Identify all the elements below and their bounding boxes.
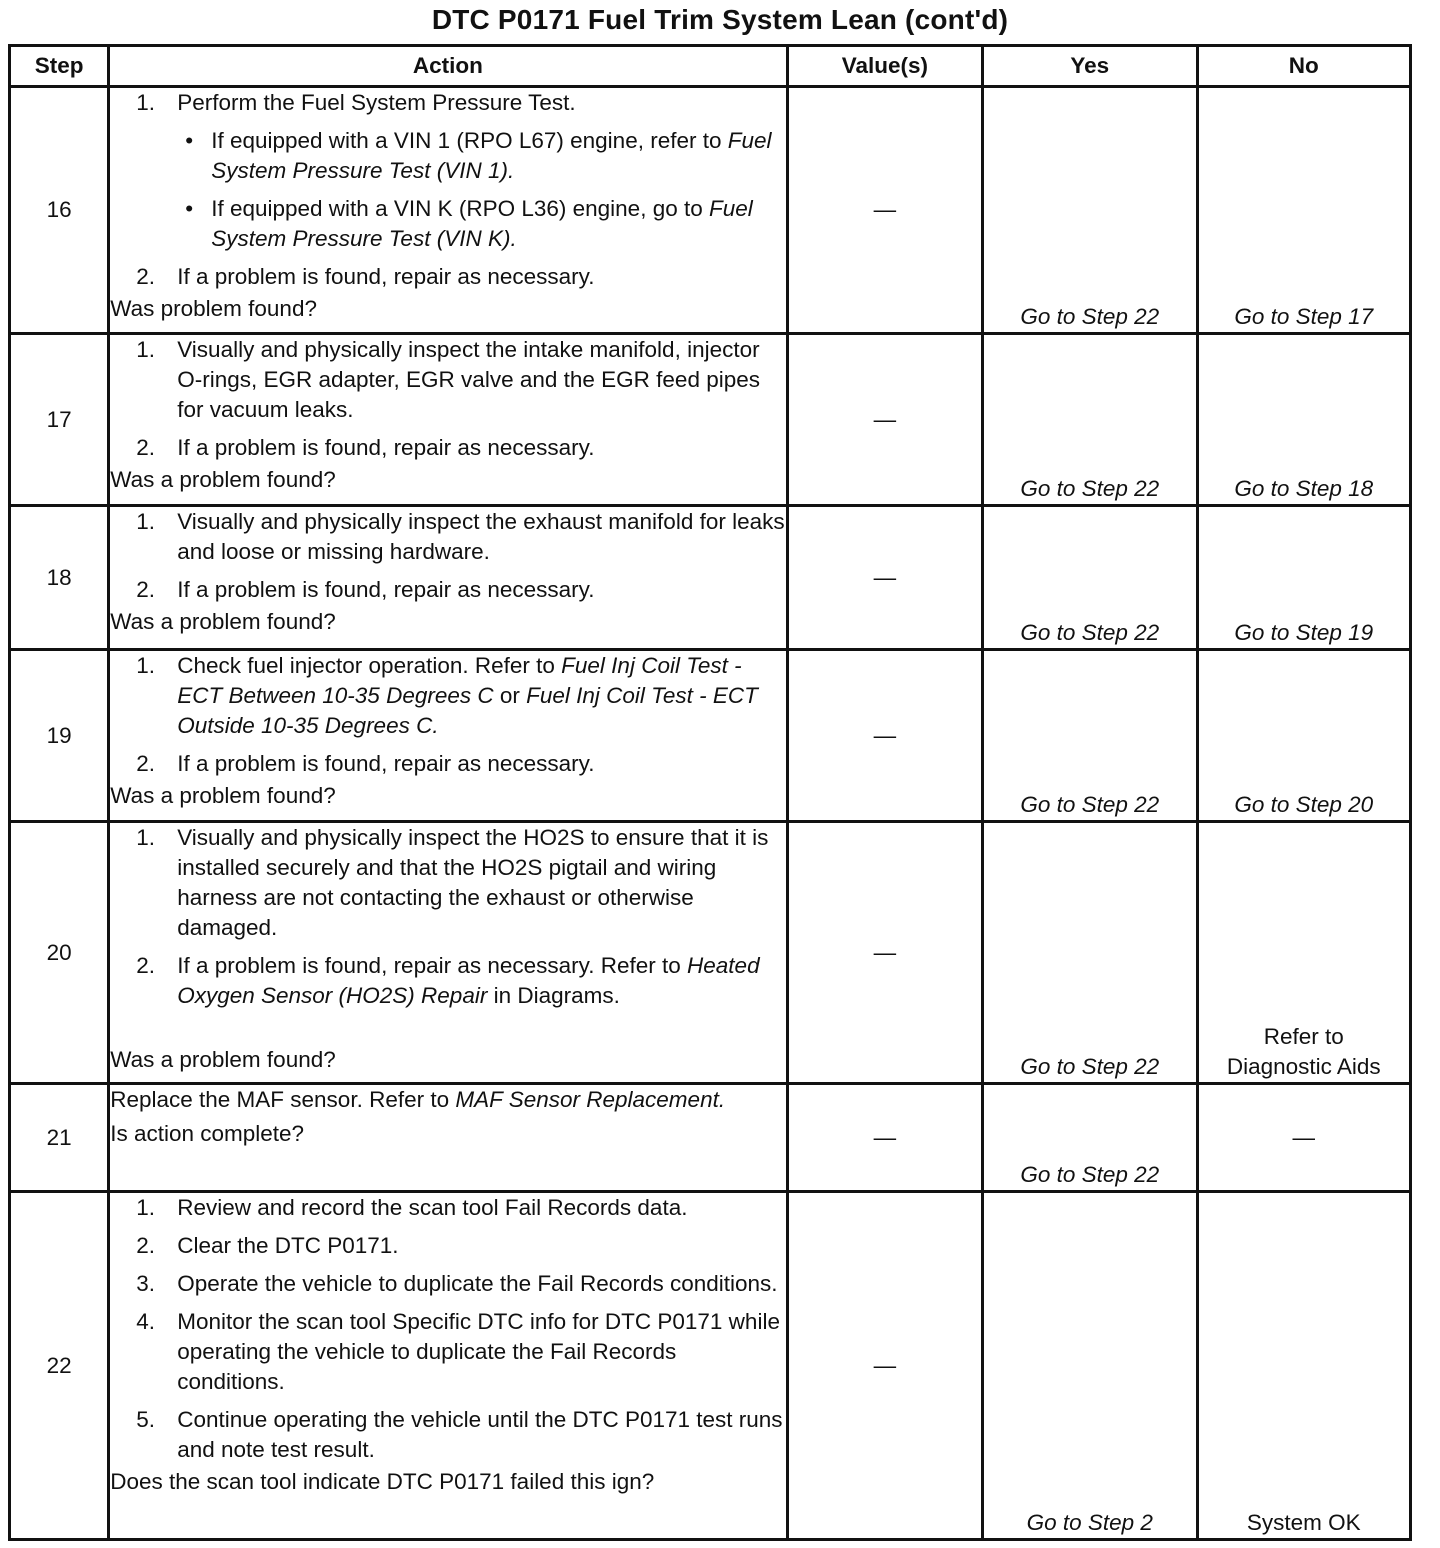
step-number: 20 — [10, 822, 109, 1084]
action-steps — [110, 507, 785, 605]
no-cell[interactable] — [1197, 822, 1411, 1084]
item-text: If a problem is found, repair as necessary. — [177, 751, 595, 776]
item-text: If a problem is found, repair as necessary. Refer to — [177, 953, 688, 978]
action-steps — [110, 651, 785, 779]
value-cell: — — [787, 87, 982, 334]
step-number: 19 — [10, 650, 109, 822]
no-cell[interactable]: Go to Step 18 — [1197, 334, 1411, 506]
no-cell-line: Diagnostic Aids — [1226, 1054, 1381, 1079]
no-cell: System OK — [1197, 1192, 1411, 1540]
table-row-step-18 — [10, 506, 1411, 650]
value-cell: — — [787, 1084, 982, 1192]
yes-cell[interactable]: Go to Step 22 — [983, 1084, 1197, 1192]
list-item — [110, 433, 785, 463]
list-item — [110, 1231, 785, 1261]
item-text: Check fuel injector operation. Refer to — [177, 653, 562, 678]
item-number: 1. — [136, 1195, 155, 1220]
item-number: 1. — [136, 90, 155, 115]
yes-cell[interactable]: Go to Step 22 — [983, 506, 1197, 650]
reference-link[interactable]: Heated Oxygen Sensor (HO2S) Repair — [177, 953, 760, 1008]
item-text: Review and record the scan tool Fail Records data. — [177, 1195, 688, 1220]
item-number: 3. — [136, 1271, 155, 1296]
question-text: Was a problem found? — [110, 783, 336, 808]
diagnostic-table — [8, 44, 1412, 1541]
yes-cell[interactable]: Go to Step 22 — [983, 650, 1197, 822]
yes-cell[interactable]: Go to Step 22 — [983, 334, 1197, 506]
sub-list-item — [177, 126, 785, 186]
list-item — [110, 575, 785, 605]
value-cell: — — [787, 334, 982, 506]
action-text — [110, 1085, 785, 1115]
reference-link[interactable]: Fuel System Pressure Test (VIN K). — [211, 196, 753, 251]
reference-link[interactable]: Fuel Inj Coil Test - ECT Outside 10-35 Degrees C. — [177, 683, 758, 738]
header-values: Value(s) — [787, 46, 982, 87]
item-text: in Diagrams. — [487, 983, 620, 1008]
list-item — [110, 335, 785, 425]
no-cell[interactable]: Go to Step 19 — [1197, 506, 1411, 650]
item-text: Clear the DTC P0171. — [177, 1233, 399, 1258]
step-number: 22 — [10, 1192, 109, 1540]
question-text: Does the scan tool indicate DTC P0171 failed this ign? — [110, 1469, 655, 1494]
action-steps — [110, 823, 785, 1011]
item-number: 1. — [136, 653, 155, 678]
action-cell — [109, 1084, 787, 1192]
item-text: Continue operating the vehicle until the DTC P0171 test runs and note test result. — [177, 1407, 783, 1462]
table-row-step-21 — [10, 1084, 1411, 1192]
bullet-icon: • — [185, 196, 194, 221]
question-text: Was a problem found? — [110, 467, 336, 492]
action-cell — [109, 334, 787, 506]
question-text: Was a problem found? — [110, 1047, 336, 1072]
sub-item-text: If equipped with a VIN K (RPO L36) engine, go to — [211, 196, 709, 221]
bullet-icon: • — [185, 128, 194, 153]
item-text: Perform the Fuel System Pressure Test. — [177, 90, 576, 115]
item-text: Replace the MAF sensor. Refer to — [110, 1087, 456, 1112]
no-cell: — — [1197, 1084, 1411, 1192]
question-text: Is action complete? — [110, 1121, 305, 1146]
step-number: 16 — [10, 87, 109, 334]
action-cell — [109, 822, 787, 1084]
list-item — [110, 749, 785, 779]
header-row — [10, 46, 1411, 87]
item-number: 2. — [136, 435, 155, 460]
item-number: 2. — [136, 1233, 155, 1258]
list-item — [110, 1307, 785, 1397]
yes-cell[interactable]: Go to Step 22 — [983, 822, 1197, 1084]
item-text: Visually and physically inspect the exhaust manifold for leaks and loose or missing hardware. — [177, 509, 785, 564]
no-cell[interactable]: Go to Step 17 — [1197, 87, 1411, 334]
no-cell[interactable]: Go to Step 20 — [1197, 650, 1411, 822]
action-steps — [110, 88, 785, 292]
list-item — [110, 507, 785, 567]
item-text: If a problem is found, repair as necessary. — [177, 264, 595, 289]
question-text: Was problem found? — [110, 296, 317, 321]
item-text: Operate the vehicle to duplicate the Fail Records conditions. — [177, 1271, 778, 1296]
value-cell: — — [787, 650, 982, 822]
header-yes: Yes — [983, 46, 1197, 87]
reference-link[interactable]: Fuel System Pressure Test (VIN 1). — [211, 128, 772, 183]
step-number: 18 — [10, 506, 109, 650]
item-number: 2. — [136, 577, 155, 602]
header-action: Action — [109, 46, 787, 87]
item-number: 1. — [136, 825, 155, 850]
value-cell: — — [787, 822, 982, 1084]
header-step: Step — [10, 46, 109, 87]
no-cell-line: Refer to — [1263, 1024, 1344, 1049]
list-item — [110, 651, 785, 741]
item-text: Visually and physically inspect the HO2S to ensure that it is installed securely and that the HO2S pigtail and wiring harness are not contacting the exhaust or otherwise damaged. — [177, 825, 769, 940]
reference-link[interactable]: MAF Sensor Replacement. — [455, 1087, 726, 1112]
item-number: 1. — [136, 337, 155, 362]
table-row-step-16 — [10, 87, 1411, 334]
item-text: If a problem is found, repair as necessary. — [177, 577, 595, 602]
table-row-step-22 — [10, 1192, 1411, 1540]
list-item — [110, 1405, 785, 1465]
item-number: 4. — [136, 1309, 155, 1334]
header-no: No — [1197, 46, 1411, 87]
table-row-step-17 — [10, 334, 1411, 506]
action-cell — [109, 87, 787, 334]
action-steps — [110, 335, 785, 463]
list-item — [110, 951, 785, 1011]
action-steps — [110, 1193, 785, 1465]
list-item — [110, 262, 785, 292]
list-item — [110, 88, 785, 254]
item-text: If a problem is found, repair as necessary. — [177, 435, 595, 460]
item-number: 2. — [136, 264, 155, 289]
yes-cell[interactable]: Go to Step 22 — [983, 87, 1197, 334]
table-row-step-20 — [10, 822, 1411, 1084]
page-title: DTC P0171 Fuel Trim System Lean (cont'd) — [431, 4, 1009, 35]
item-text: or — [493, 683, 527, 708]
sub-list — [177, 126, 785, 254]
step-number: 21 — [10, 1084, 109, 1192]
item-text: Visually and physically inspect the intake manifold, injector O-rings, EGR adapter, EGR valve and the EGR feed pipes for vacuum leaks. — [177, 337, 760, 422]
item-text: Monitor the scan tool Specific DTC info for DTC P0171 while operating the vehicle to duplicate the Fail Records conditions. — [177, 1309, 780, 1394]
value-cell: — — [787, 1192, 982, 1540]
step-number: 17 — [10, 334, 109, 506]
item-number: 5. — [136, 1407, 155, 1432]
value-cell: — — [787, 506, 982, 650]
list-item — [110, 1269, 785, 1299]
action-cell — [109, 650, 787, 822]
reference-link[interactable]: Fuel Inj Coil Test - ECT Between 10-35 Degrees C — [177, 653, 742, 708]
sub-list-item — [177, 194, 785, 254]
yes-cell[interactable]: Go to Step 2 — [983, 1192, 1197, 1540]
list-item — [110, 823, 785, 943]
action-cell — [109, 506, 787, 650]
item-number: 2. — [136, 751, 155, 776]
action-cell — [109, 1192, 787, 1540]
question-text: Was a problem found? — [110, 609, 336, 634]
list-item — [110, 1193, 785, 1223]
item-number: 2. — [136, 953, 155, 978]
item-number: 1. — [136, 509, 155, 534]
table-row-step-19 — [10, 650, 1411, 822]
sub-item-text: If equipped with a VIN 1 (RPO L67) engine, refer to — [211, 128, 728, 153]
